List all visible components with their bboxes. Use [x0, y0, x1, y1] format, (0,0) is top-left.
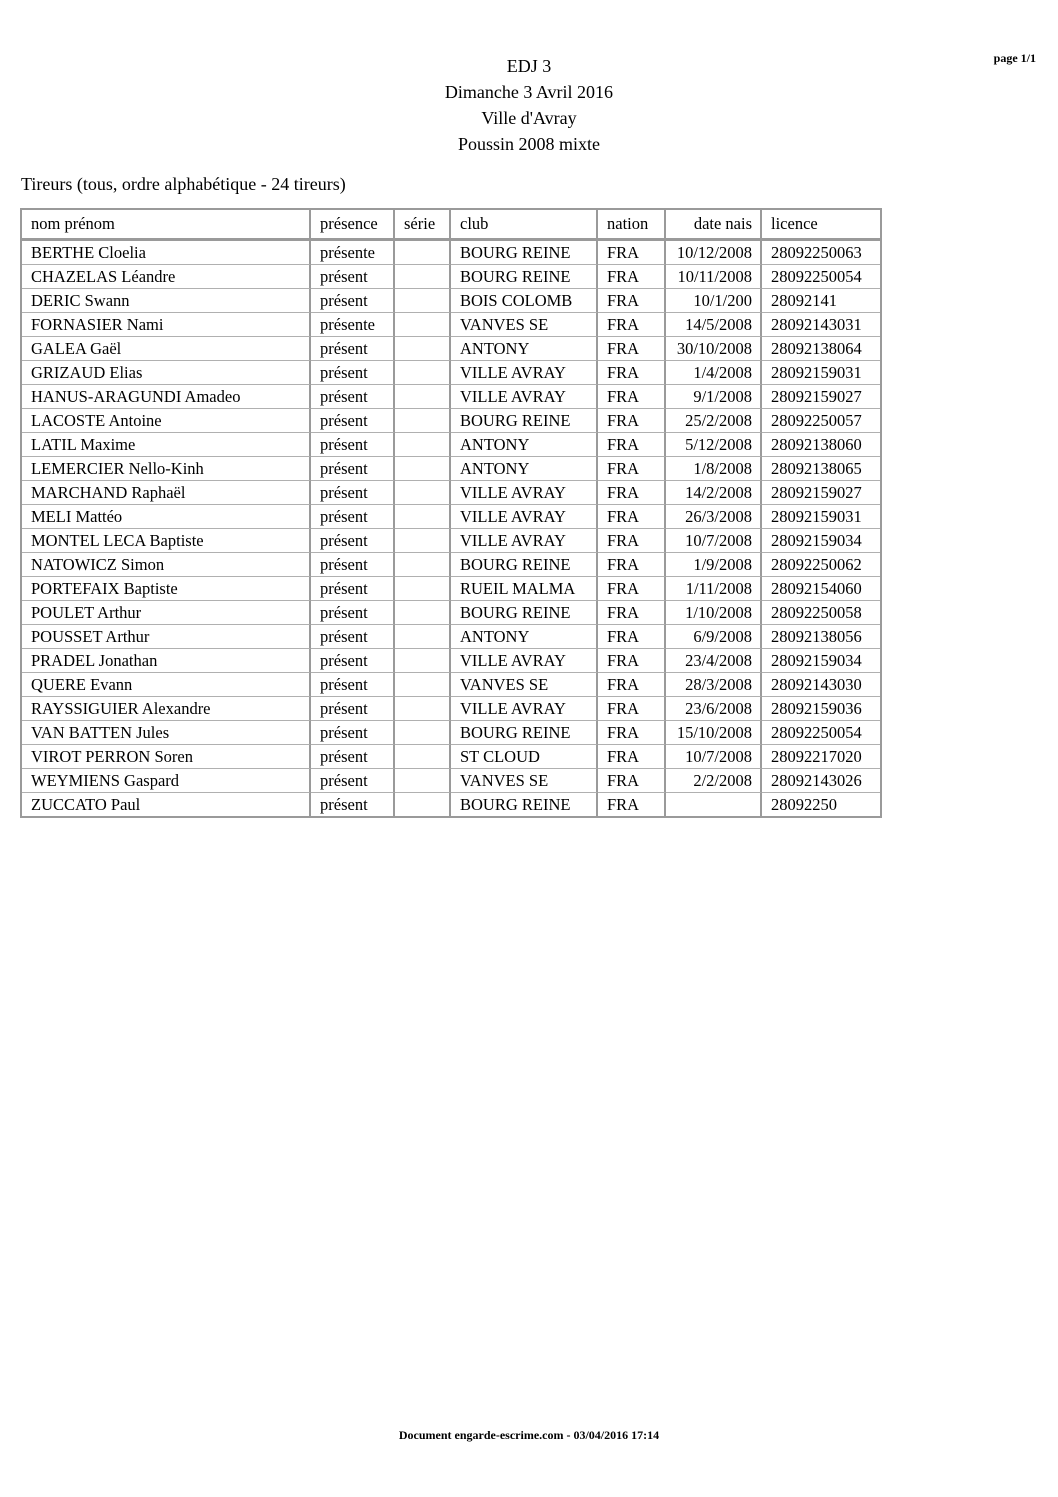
event-category: Poussin 2008 mixte [457, 134, 600, 154]
event-title: EDJ 3 [506, 56, 552, 76]
cell-birthdate: 6/9/2008 [666, 625, 762, 649]
cell-licence: 28092250058 [762, 601, 880, 625]
cell-licence: 28092250054 [762, 721, 880, 745]
cell-presence: présent [311, 793, 395, 816]
cell-presence: présent [311, 433, 395, 457]
cell-club: VILLE AVRAY [451, 649, 598, 673]
cell-name: QUERE Evann [22, 673, 311, 697]
cell-club: BOURG REINE [451, 409, 598, 433]
table-row [22, 289, 880, 313]
cell-nation: FRA [598, 313, 666, 337]
cell-name: CHAZELAS Léandre [22, 265, 311, 289]
table-row [22, 241, 880, 265]
cell-serie [395, 745, 451, 769]
cell-club: BOIS COLOMB [451, 289, 598, 313]
cell-presence: présent [311, 625, 395, 649]
table-row [22, 577, 880, 601]
cell-name: BERTHE Cloelia [22, 241, 311, 265]
cell-nation: FRA [598, 385, 666, 409]
cell-licence: 28092143026 [762, 769, 880, 793]
cell-presence: présent [311, 409, 395, 433]
cell-name: WEYMIENS Gaspard [22, 769, 311, 793]
cell-club: ST CLOUD [451, 745, 598, 769]
cell-nation: FRA [598, 433, 666, 457]
cell-name: POULET Arthur [22, 601, 311, 625]
column-header-birthdate: date nais [666, 210, 762, 241]
table-row [22, 793, 880, 816]
cell-club: VANVES SE [451, 673, 598, 697]
cell-nation: FRA [598, 745, 666, 769]
cell-name: RAYSSIGUIER Alexandre [22, 697, 311, 721]
cell-club: ANTONY [451, 457, 598, 481]
cell-licence: 28092159031 [762, 361, 880, 385]
cell-birthdate: 2/2/2008 [666, 769, 762, 793]
cell-serie [395, 505, 451, 529]
cell-nation: FRA [598, 625, 666, 649]
cell-serie [395, 673, 451, 697]
cell-birthdate: 23/6/2008 [666, 697, 762, 721]
cell-presence: présent [311, 289, 395, 313]
table-row [22, 409, 880, 433]
cell-name: POUSSET Arthur [22, 625, 311, 649]
cell-presence: présent [311, 553, 395, 577]
cell-presence: présent [311, 529, 395, 553]
cell-serie [395, 313, 451, 337]
cell-nation: FRA [598, 721, 666, 745]
document-footer: Document engarde-escrime.com - 03/04/2016 17:14 [398, 1428, 660, 1442]
table-row [22, 481, 880, 505]
table-row [22, 649, 880, 673]
page-number: page 1/1 [993, 51, 1036, 65]
cell-nation: FRA [598, 697, 666, 721]
cell-name: VIROT PERRON Soren [22, 745, 311, 769]
cell-presence: présent [311, 673, 395, 697]
fencers-table [20, 208, 882, 818]
cell-licence: 28092217020 [762, 745, 880, 769]
cell-presence: présent [311, 697, 395, 721]
list-subtitle: Tireurs (tous, ordre alphabétique - 24 tireurs) [21, 174, 346, 194]
cell-licence: 28092250062 [762, 553, 880, 577]
cell-licence: 28092250 [771, 794, 837, 814]
cell-name: LATIL Maxime [22, 433, 311, 457]
column-header-club: club [451, 210, 598, 241]
cell-presence: présent [311, 505, 395, 529]
cell-birthdate: 1/8/2008 [666, 457, 762, 481]
cell-nation: FRA [598, 289, 666, 313]
cell-nation: FRA [598, 409, 666, 433]
cell-name: PRADEL Jonathan [22, 649, 311, 673]
cell-serie [395, 697, 451, 721]
cell-licence: 28092138065 [762, 457, 880, 481]
cell-licence: 28092250063 [762, 241, 880, 265]
cell-name: GALEA Gaël [22, 337, 311, 361]
cell-nation: FRA [598, 481, 666, 505]
cell-club: BOURG REINE [451, 793, 598, 816]
column-header-serie: série [395, 210, 451, 241]
cell-serie [395, 577, 451, 601]
cell-serie [395, 721, 451, 745]
cell-nation: FRA [598, 769, 666, 793]
cell-licence: 28092159036 [762, 697, 880, 721]
cell-serie [395, 457, 451, 481]
cell-birthdate: 14/2/2008 [666, 481, 762, 505]
cell-birthdate: 10/7/2008 [666, 745, 762, 769]
cell-nation: FRA [598, 649, 666, 673]
table-row [22, 673, 880, 697]
cell-nation: FRA [598, 553, 666, 577]
cell-serie [395, 553, 451, 577]
cell-club: ANTONY [451, 337, 598, 361]
cell-birthdate: 5/12/2008 [666, 433, 762, 457]
table-row [22, 505, 880, 529]
cell-nation: FRA [598, 601, 666, 625]
event-location: Ville d'Avray [481, 108, 577, 128]
cell-club: VILLE AVRAY [451, 505, 598, 529]
cell-name: ZUCCATO Paul [22, 793, 311, 816]
cell-serie [395, 289, 451, 313]
table-row [22, 457, 880, 481]
cell-name: LACOSTE Antoine [22, 409, 311, 433]
cell-birthdate: 25/2/2008 [666, 409, 762, 433]
cell-birthdate: 1/11/2008 [666, 577, 762, 601]
document-header [0, 53, 1058, 157]
cell-name: LEMERCIER Nello-Kinh [22, 457, 311, 481]
cell-presence: présent [311, 649, 395, 673]
cell-club: VANVES SE [451, 313, 598, 337]
cell-licence: 28092138056 [762, 625, 880, 649]
cell-birthdate: 10/11/2008 [666, 265, 762, 289]
cell-nation: FRA [598, 337, 666, 361]
cell-serie [395, 433, 451, 457]
cell-presence: présent [311, 601, 395, 625]
cell-licence: 28092159027 [762, 385, 880, 409]
table-row [22, 361, 880, 385]
table-row [22, 745, 880, 769]
table-body [22, 241, 880, 816]
cell-name: MARCHAND Raphaël [22, 481, 311, 505]
cell-presence: présent [311, 361, 395, 385]
cell-licence: 28092159034 [762, 529, 880, 553]
cell-serie [395, 337, 451, 361]
cell-presence: présent [311, 721, 395, 745]
cell-licence: 28092154060 [762, 577, 880, 601]
cell-birthdate: 1/4/2008 [666, 361, 762, 385]
cell-club: BOURG REINE [451, 265, 598, 289]
cell-presence: présent [311, 769, 395, 793]
cell-nation: FRA [598, 265, 666, 289]
cell-serie [395, 385, 451, 409]
cell-serie [395, 481, 451, 505]
cell-nation: FRA [598, 241, 666, 265]
cell-club: VILLE AVRAY [451, 697, 598, 721]
cell-nation: FRA [598, 673, 666, 697]
cell-presence: présente [311, 313, 395, 337]
cell-licence: 28092159034 [762, 649, 880, 673]
cell-birthdate: 28/3/2008 [666, 673, 762, 697]
table-row [22, 553, 880, 577]
cell-club: VILLE AVRAY [451, 361, 598, 385]
cell-presence: présent [311, 265, 395, 289]
cell-club: VILLE AVRAY [451, 529, 598, 553]
cell-birthdate: 10/1/200 [666, 289, 762, 313]
cell-club: VILLE AVRAY [451, 385, 598, 409]
cell-name: MELI Mattéo [22, 505, 311, 529]
cell-licence: 28092143030 [762, 673, 880, 697]
cell-name: GRIZAUD Elias [22, 361, 311, 385]
cell-licence: 28092138060 [762, 433, 880, 457]
cell-presence: présent [311, 577, 395, 601]
cell-serie [395, 529, 451, 553]
cell-serie [395, 793, 451, 816]
cell-club: RUEIL MALMA [451, 577, 598, 601]
cell-birthdate: 1/10/2008 [666, 601, 762, 625]
column-header-nation: nation [598, 210, 666, 241]
cell-licence: 28092143031 [762, 313, 880, 337]
cell-presence: présent [311, 481, 395, 505]
cell-licence: 28092159027 [762, 481, 880, 505]
cell-name: MONTEL LECA Baptiste [22, 529, 311, 553]
cell-birthdate: 10/12/2008 [666, 241, 762, 265]
table-row [22, 337, 880, 361]
cell-club: ANTONY [451, 625, 598, 649]
cell-club: ANTONY [451, 433, 598, 457]
cell-birthdate: 1/9/2008 [666, 553, 762, 577]
table-row [22, 433, 880, 457]
cell-birthdate [666, 793, 762, 816]
cell-serie [395, 409, 451, 433]
cell-nation: FRA [598, 577, 666, 601]
cell-licence: 28092250057 [762, 409, 880, 433]
cell-birthdate: 23/4/2008 [666, 649, 762, 673]
cell-club: VILLE AVRAY [451, 481, 598, 505]
cell-licence: 28092159031 [762, 505, 880, 529]
table-row [22, 385, 880, 409]
cell-licence: 28092138064 [762, 337, 880, 361]
table-row [22, 625, 880, 649]
column-header-name: nom prénom [22, 210, 311, 241]
cell-serie [395, 625, 451, 649]
cell-name: NATOWICZ Simon [22, 553, 311, 577]
cell-nation: FRA [598, 457, 666, 481]
cell-birthdate: 26/3/2008 [666, 505, 762, 529]
cell-club: BOURG REINE [451, 601, 598, 625]
cell-club: BOURG REINE [451, 241, 598, 265]
cell-serie [395, 769, 451, 793]
cell-presence: présent [311, 337, 395, 361]
cell-nation: FRA [598, 793, 666, 816]
column-header-licence: licence [762, 210, 880, 241]
table-row [22, 601, 880, 625]
cell-serie [395, 361, 451, 385]
cell-licence: 28092250054 [762, 265, 880, 289]
cell-name: HANUS-ARAGUNDI Amadeo [22, 385, 311, 409]
table-row [22, 313, 880, 337]
cell-club: VANVES SE [451, 769, 598, 793]
event-date: Dimanche 3 Avril 2016 [444, 82, 614, 102]
cell-serie [395, 649, 451, 673]
cell-club: BOURG REINE [451, 553, 598, 577]
cell-name: DERIC Swann [22, 289, 311, 313]
table-row [22, 769, 880, 793]
column-header-presence: présence [311, 210, 395, 241]
cell-nation: FRA [598, 529, 666, 553]
cell-club: BOURG REINE [451, 721, 598, 745]
cell-birthdate: 10/7/2008 [666, 529, 762, 553]
table-row [22, 697, 880, 721]
table-row [22, 529, 880, 553]
cell-nation: FRA [598, 505, 666, 529]
table-header-row [22, 210, 880, 241]
cell-serie [395, 601, 451, 625]
cell-presence: présent [311, 457, 395, 481]
cell-birthdate: 15/10/2008 [666, 721, 762, 745]
cell-serie [395, 241, 451, 265]
cell-birthdate: 30/10/2008 [666, 337, 762, 361]
table-row [22, 721, 880, 745]
cell-serie [395, 265, 451, 289]
cell-name: PORTEFAIX Baptiste [22, 577, 311, 601]
cell-presence: présent [311, 745, 395, 769]
cell-presence: présente [311, 241, 395, 265]
cell-birthdate: 9/1/2008 [666, 385, 762, 409]
cell-presence: présent [311, 385, 395, 409]
cell-birthdate: 14/5/2008 [666, 313, 762, 337]
table-row [22, 265, 880, 289]
cell-nation: FRA [598, 361, 666, 385]
cell-name: FORNASIER Nami [22, 313, 311, 337]
cell-licence: 28092141 [762, 289, 880, 313]
cell-name: VAN BATTEN Jules [22, 721, 311, 745]
